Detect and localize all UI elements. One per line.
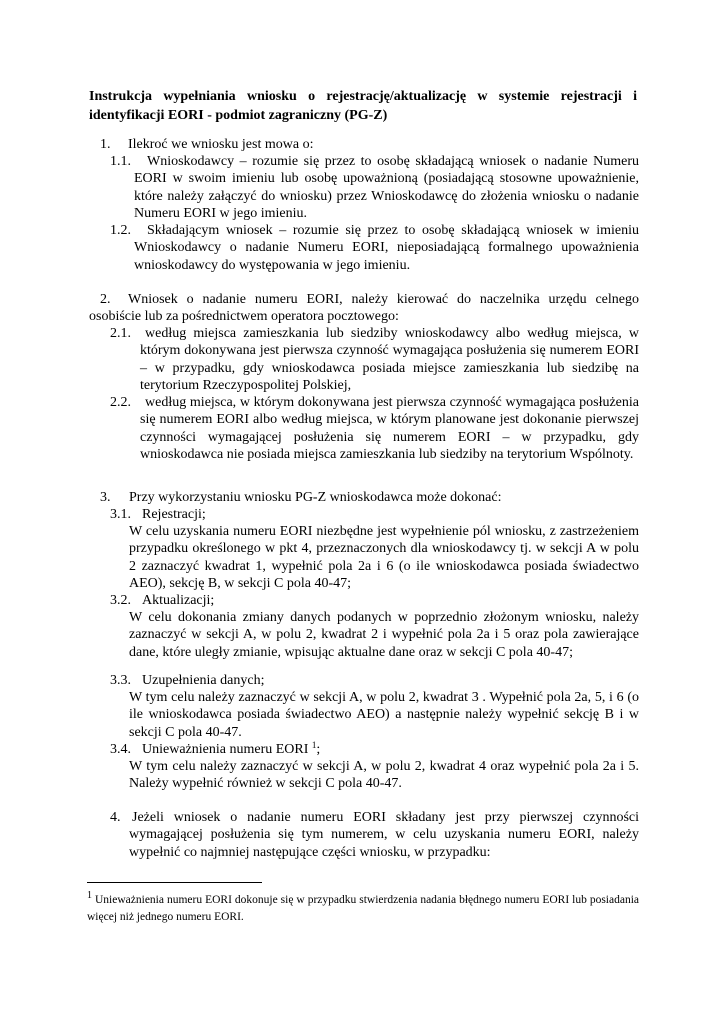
footnote [87,892,639,925]
item-3-2-text: W celu dokonania zmiany danych podanych w poprzednio złożonym wniosku, należy zaznaczyć w sekcji A, w polu 2, kwadrat 2 i wypełnić pola 2a i 5 oraz pola zawierające dane, które uległy zmianie, wpisując aktualne dane oraz w sekcji C pola 40-47; [129,610,639,660]
section-1-number: 1. [100,137,111,152]
item-1-2-text: Składającym wniosek – rozumie się przez to osobę składającą wniosek w imieniu Wnioskodawcy o nadanie Numeru EORI, nieposiadającą formalnego upoważnienia wnioskodawcy do występowania w jego imieniu. [134,223,639,273]
item-2-2-text: według miejsca, w którym dokonywana jest pierwsza czynność wymagająca posłużenia się numerem EORI albo według miejsca, w którym planowane jest dokonanie pierwszej czynności wymagającej posłużenia się numerem EORI – w przypadku, gdy wnioskodawca nie posiada miejsca zamieszkania lub siedziby na terytorium Wspólnoty. [140,395,639,462]
footnote-text: Unieważnienia numeru EORI dokonuje się w przypadku stwierdzenia nadania błędnego numeru EORI lub posiadania więcej niż jednego numeru EORI. [87,894,639,923]
section-3-text: Przy wykorzystaniu wniosku PG-Z wnioskodawca może dokonać: [129,490,502,505]
item-3-1-label: Rejestracji; [142,507,206,522]
item-3-4-number: 3.4. [110,742,131,757]
section-3-number: 3. [100,490,111,505]
document-title: Instrukcja wypełniania wniosku o rejestrację/aktualizację w systemie rejestracji i identyfikacji EORI - podmiot zagraniczny (PG-Z) [89,89,637,123]
section-2-number: 2. [100,292,111,307]
item-1-1-number: 1.1. [110,154,131,169]
footnote-reference[interactable]: 1 [311,740,317,750]
item-3-3-number: 3.3. [110,673,131,688]
section-4-text: Jeżeli wniosek o nadanie numeru EORI składany jest przy pierwszej czynności wymagającej posłużenia się tym numerem, w celu uzyskania numeru EORI, należy wypełnić co najmniej następujące części wniosku, w przypadku: [129,810,639,860]
section-1-text: Ilekroć we wniosku jest mowa o: [128,137,314,152]
item-1-2-number: 1.2. [110,223,131,238]
item-3-4-text: W tym celu należy zaznaczyć w sekcji A, w polu 2, kwadrat 4 oraz wypełnić pola 2a i 5. Należy wypełnić również w sekcji C pola 40-47. [129,759,639,792]
item-3-4-label-end: ; [316,742,321,757]
item-3-2-label: Aktualizacji; [142,593,215,608]
section-2-text: Wniosek o nadanie numeru EORI, należy kierować do naczelnika urzędu celnego osobiście lub za pośrednictwem operatora pocztowego: [89,292,639,325]
item-3-3-text: W tym celu należy zaznaczyć w sekcji A, w polu 2, kwadrat 3 . Wypełnić pola 2a, 5, i 6 (o ile wnioskodawca posiada świadectwo AEO) a następnie należy wypełnić sekcję B i w sekcji C pola 40-47. [129,690,639,740]
footnote-marker: 1 [87,890,92,901]
item-3-1-text: W celu uzyskania numeru EORI niezbędne jest wypełnienie pól wniosku, z zastrzeżeniem przypadku określonego w pkt 4, przeznaczonych dla wnioskodawcy tj. w sekcji A w polu 2 zaznaczyć kwadrat 1, wypełnić pola 2a i 6 (o ile wnioskodawca posiada świadectwo AEO), sekcję B, w sekcji C pola 40-47; [129,524,639,591]
section-4-number: 4. [110,810,121,825]
item-2-1-text: według miejsca zamieszkania lub siedziby wnioskodawcy albo według miejsca, w którym dokonywana jest pierwsza czynność wymagająca posłużenia się numerem EORI – w przypadku, gdy wnioskodawca posiada miejsce zamieszkania lub siedzibę na terytorium Rzeczypospolitej Polskiej, [140,326,639,393]
item-3-3-label: Uzupełnienia danych; [142,673,265,688]
item-3-2-number: 3.2. [110,593,131,608]
item-2-2-number: 2.2. [110,395,131,410]
item-1-1-text: Wnioskodawcy – rozumie się przez to osobę składającą wniosek o nadanie Numeru EORI w swoim imieniu lub osobę upoważnioną (posiadającą stosowne upoważnienie, które należy załączyć do wniosku) przez Wnioskodawcę do złożenia wniosku o nadanie Numeru EORI w jego imieniu. [134,154,639,221]
item-3-4-label [142,741,639,759]
item-2-1-number: 2.1. [110,326,131,341]
item-3-4-label-text: Unieważnienia numeru EORI [142,742,309,757]
item-3-1-number: 3.1. [110,507,131,522]
footnote-separator [87,882,262,883]
